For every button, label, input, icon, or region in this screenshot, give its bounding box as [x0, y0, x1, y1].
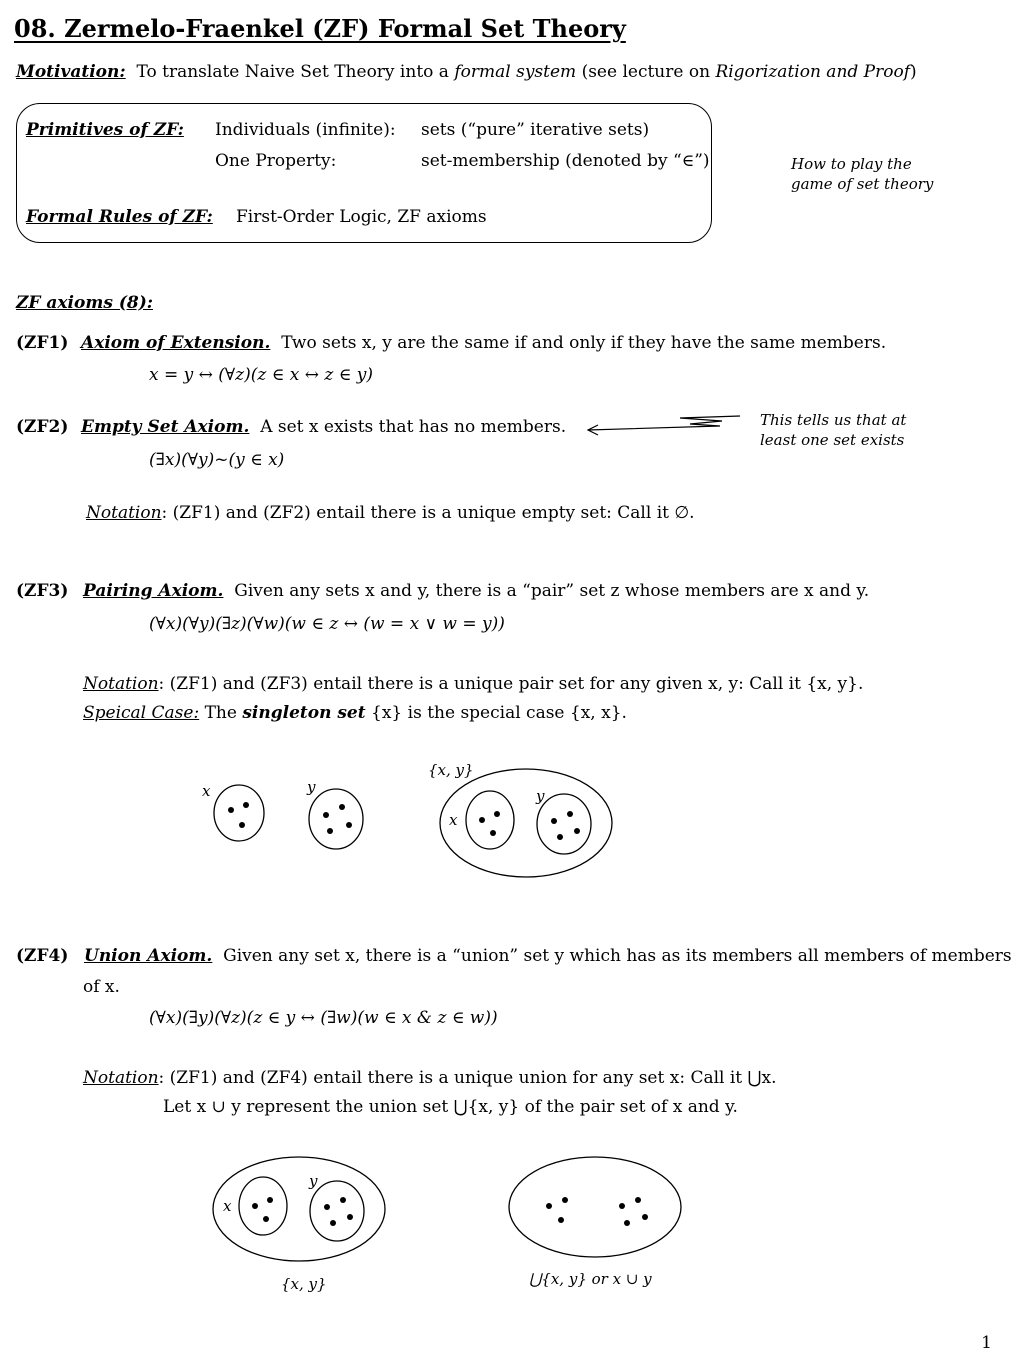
fig1-label-x: x	[202, 782, 211, 800]
zf3-text: Given any sets x and y, there is a “pair” set z whose members are x and y.	[234, 581, 870, 601]
zf3-notation-text: : (ZF1) and (ZF3) entail there is a unique pair set for any given x, y: Call it {x, y}.	[158, 674, 864, 694]
fig1-label-inner-x: x	[449, 811, 458, 829]
zf2-tag: (ZF2)	[16, 417, 69, 437]
side-note-game-line1: How to play the	[791, 155, 912, 173]
zf4-name: Union Axiom.	[84, 946, 213, 966]
page-number: 1	[981, 1333, 992, 1353]
side-note-empty-line2: least one set exists	[760, 431, 905, 449]
element-dot	[558, 1217, 564, 1223]
element-dot	[267, 1197, 273, 1203]
zf2-notation-label: Notation	[86, 503, 162, 523]
zf4-tag: (ZF4)	[16, 946, 69, 966]
motivation-label: Motivation:	[16, 62, 126, 82]
element-dot	[562, 1197, 568, 1203]
fig2-caption-pair: {x, y}	[281, 1275, 327, 1293]
zf3-singleton: singleton set	[242, 703, 366, 723]
fig2-caption-union: ⋃{x, y} or x ∪ y	[529, 1270, 652, 1288]
element-dot	[567, 811, 573, 817]
zf3-special-b: {x} is the special case {x, x}.	[365, 703, 627, 723]
fig1-set-x	[214, 785, 264, 841]
element-dot	[324, 1204, 330, 1210]
primitives-row1-right: sets (“pure” iterative sets)	[421, 120, 650, 140]
element-dot	[642, 1214, 648, 1220]
element-dot	[339, 804, 345, 810]
rules-label: Formal Rules of ZF:	[26, 207, 213, 227]
zf3-formula: (∀x)(∀y)(∃z)(∀w)(w ∈ z ↔ (w = x ∨ w = y))	[149, 614, 505, 634]
zf2-name: Empty Set Axiom.	[81, 417, 250, 437]
motivation-formal-system: formal system	[454, 62, 577, 82]
element-dot	[557, 834, 563, 840]
zf1-name: Axiom of Extension.	[81, 333, 271, 353]
motivation-rigorization: Rigorization and Proof	[715, 62, 910, 82]
motivation-text-c: )	[910, 62, 917, 82]
zf4-notation-label: Notation	[83, 1068, 159, 1088]
element-dot	[340, 1197, 346, 1203]
element-dot	[546, 1203, 552, 1209]
element-dot	[624, 1220, 630, 1226]
zf4-let-text: Let x ∪ y represent the union set ⋃{x, y} of the pair set of x and y.	[163, 1097, 738, 1117]
primitives-row2-right: set-membership (denoted by “∈”)	[421, 151, 710, 171]
rules-text: First-Order Logic, ZF axioms	[236, 207, 487, 227]
element-dot	[346, 822, 352, 828]
zf1-text: Two sets x, y are the same if and only if they have the same members.	[281, 333, 887, 353]
primitives-label: Primitives of ZF:	[26, 120, 184, 140]
fig2-union-set	[509, 1157, 681, 1257]
primitives-row2-left: One Property:	[215, 151, 337, 171]
zf2-text: A set x exists that has no members.	[260, 417, 567, 437]
zf4-formula: (∀x)(∃y)(∀z)(z ∈ y ↔ (∃w)(w ∈ x & z ∈ w))	[149, 1008, 498, 1028]
primitives-row1-left: Individuals (infinite):	[215, 120, 396, 140]
fig2-pair-set	[213, 1157, 385, 1261]
element-dot	[228, 807, 234, 813]
fig1-pair-set	[440, 769, 612, 877]
page-title: 08. Zermelo-Fraenkel (ZF) Formal Set Theory	[14, 14, 626, 43]
zf3-name: Pairing Axiom.	[83, 581, 224, 601]
zf4-text-line2: of x.	[83, 977, 120, 997]
element-dot	[347, 1214, 353, 1220]
element-dot	[327, 828, 333, 834]
zf3-tag: (ZF3)	[16, 581, 69, 601]
element-dot	[330, 1220, 336, 1226]
zf2-notation-text: : (ZF1) and (ZF2) entail there is a unique empty set: Call it ∅.	[161, 503, 695, 523]
element-dot	[635, 1197, 641, 1203]
fig1-set-y	[309, 789, 363, 849]
element-dot	[490, 830, 496, 836]
zf3-notation-label: Notation	[83, 674, 159, 694]
fig2-label-y: y	[309, 1172, 318, 1190]
zf4-notation-text: : (ZF1) and (ZF4) entail there is a unique union for any set x: Call it ⋃x.	[158, 1068, 777, 1088]
motivation-text-b: (see lecture on	[576, 62, 716, 82]
side-note-empty-line1: This tells us that at	[760, 411, 907, 429]
empty-set-arrow	[588, 416, 740, 430]
zf1-tag: (ZF1)	[16, 333, 69, 353]
element-dot	[263, 1216, 269, 1222]
side-note-game-line2: game of set theory	[791, 175, 934, 193]
fig1-label-pair: {x, y}	[428, 761, 474, 779]
zf1-formula: x = y ↔ (∀z)(z ∈ x ↔ z ∈ y)	[149, 365, 373, 385]
element-dot	[323, 812, 329, 818]
element-dot	[574, 828, 580, 834]
element-dot	[494, 811, 500, 817]
zf2-formula: (∃x)(∀y)~(y ∈ x)	[149, 450, 285, 470]
fig1-label-y: y	[307, 778, 316, 796]
fig1-label-inner-y: y	[536, 787, 545, 805]
zf4-text: Given any set x, there is a “union” set y which has as its members all members of members	[223, 946, 1012, 966]
motivation-text-a: To translate Naive Set Theory into a	[136, 62, 455, 82]
zf3-special-label: Speical Case:	[83, 703, 200, 723]
axioms-heading: ZF axioms (8):	[16, 293, 154, 313]
fig2-label-x: x	[223, 1197, 232, 1215]
zf3-special-a: The	[199, 703, 243, 723]
element-dot	[252, 1203, 258, 1209]
element-dot	[551, 818, 557, 824]
element-dot	[243, 802, 249, 808]
element-dot	[619, 1203, 625, 1209]
element-dot	[239, 822, 245, 828]
element-dot	[479, 817, 485, 823]
